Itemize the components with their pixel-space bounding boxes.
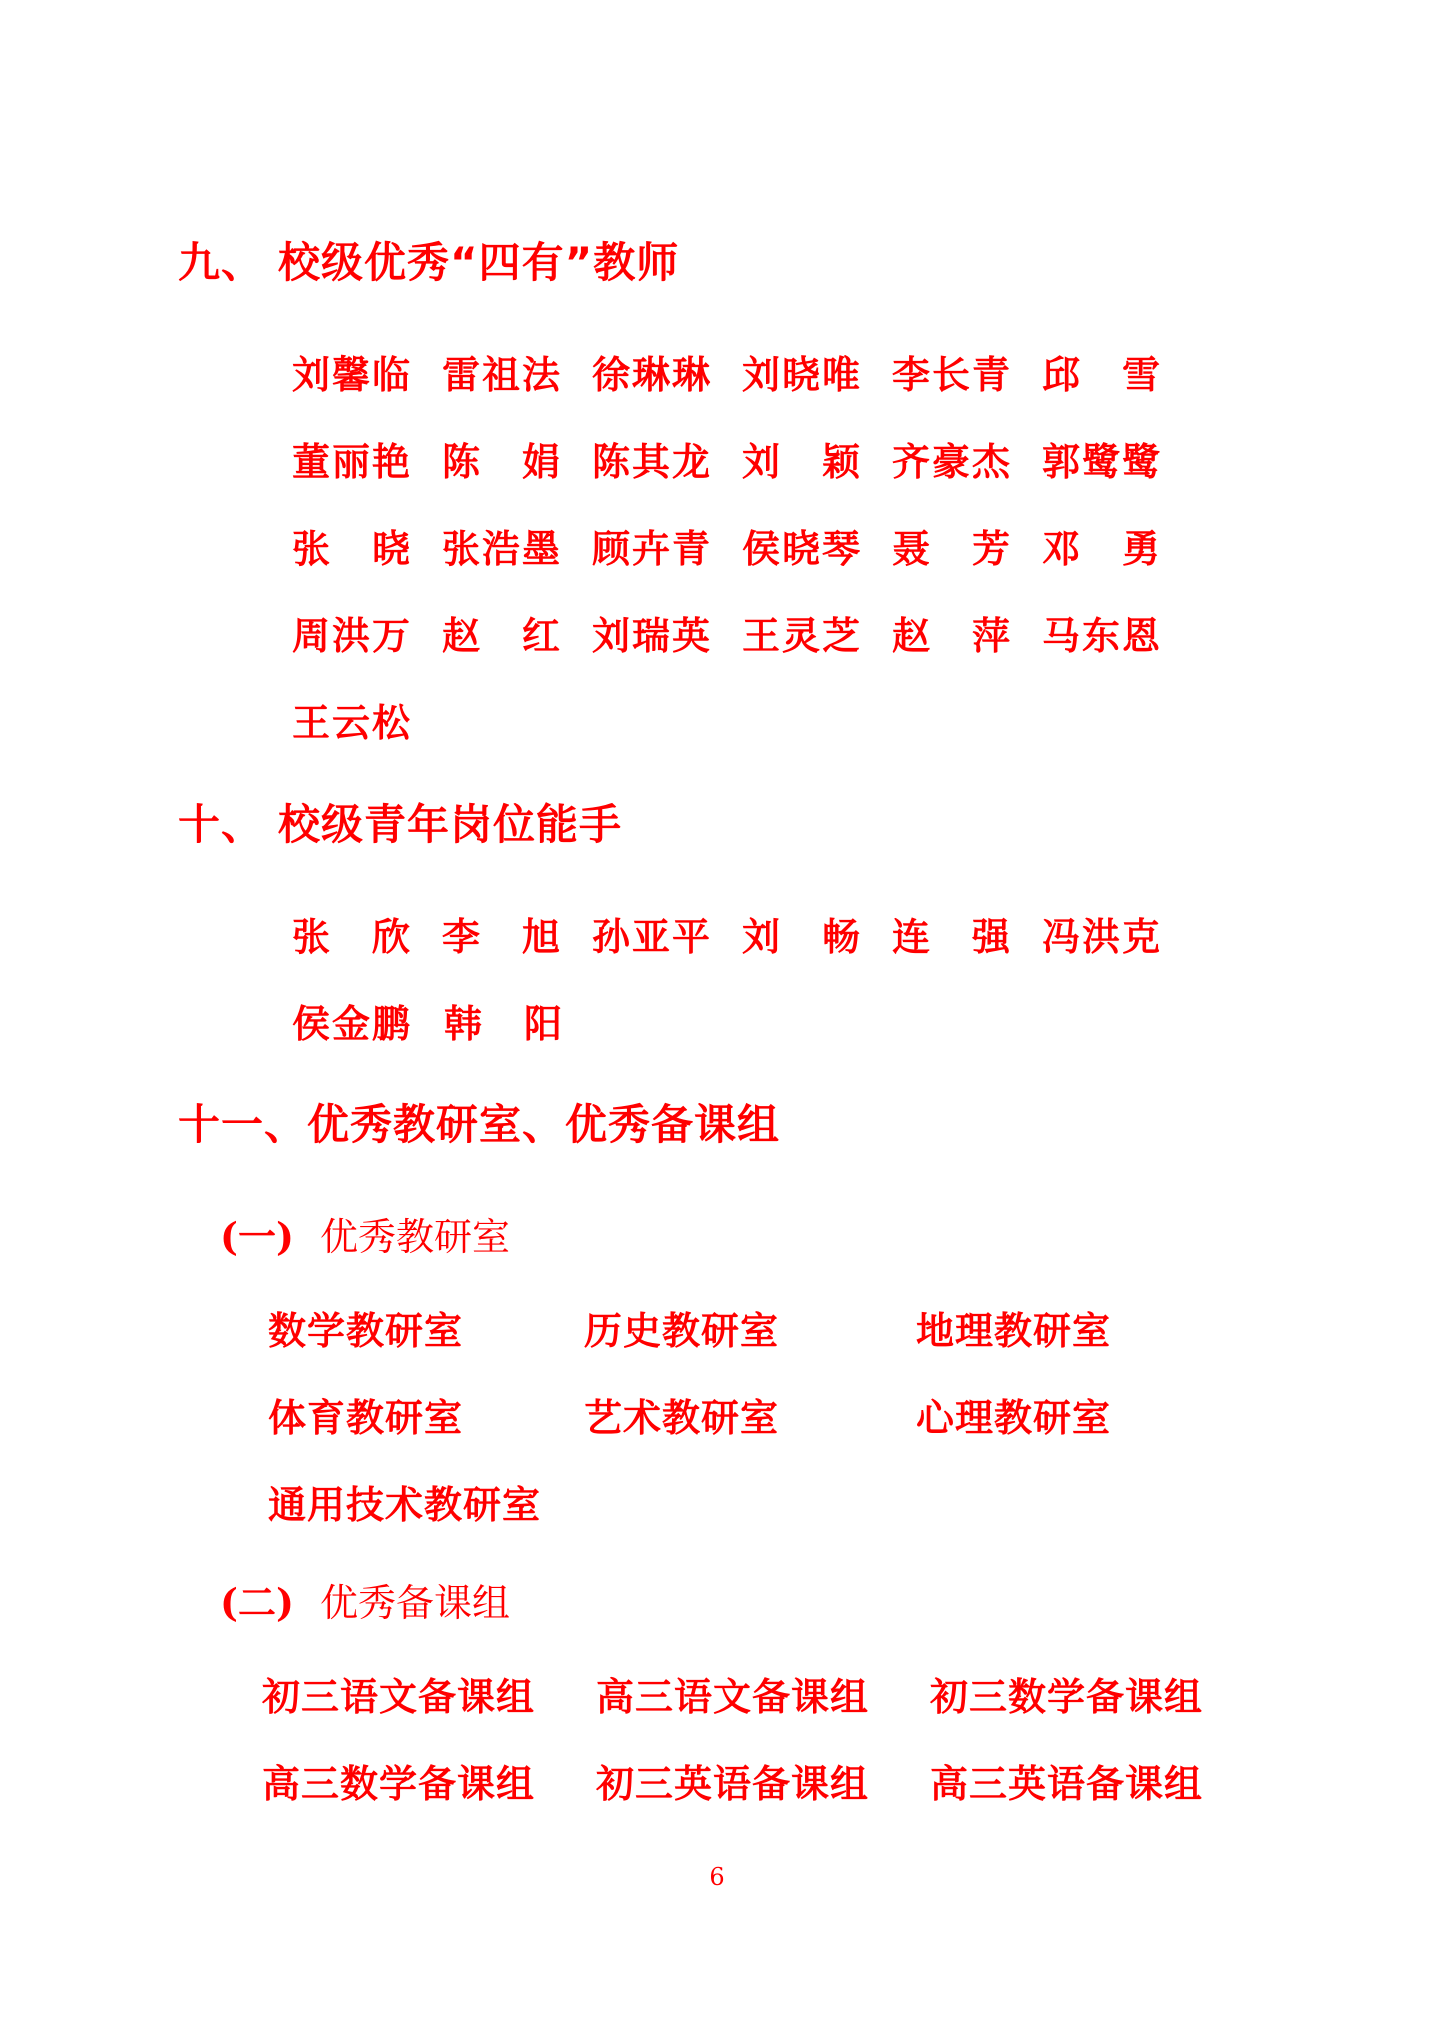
subsection-2-title: 优秀备课组 [320,1581,511,1625]
office-row [268,1393,1111,1480]
name-cell: 韩 阳 [444,1002,565,1046]
subsection-1-number: (一) [220,1214,294,1259]
office-cell: 通用技术教研室 [268,1483,542,1527]
name-cell: 侯晓琴 [742,527,863,571]
name-cell: 马东恩 [1042,614,1163,658]
name-cell: 刘馨临 [292,353,413,397]
section-10-name-list [292,912,1192,1086]
lesson-group-list [262,1672,1203,1846]
name-cell: 冯洪克 [1042,915,1163,959]
name-row [292,524,1192,611]
name-cell: 赵 红 [442,614,563,658]
group-cell: 初三英语备课组 [596,1762,870,1806]
name-row [292,437,1192,524]
section-10-title: 校级青年岗位能手 [278,800,623,849]
group-cell: 初三数学备课组 [930,1675,1204,1719]
name-cell: 顾卉青 [592,527,713,571]
name-cell: 陈 娟 [442,440,563,484]
name-cell: 张 晓 [292,527,413,571]
section-11-title: 优秀教研室、优秀备课组 [307,1100,781,1149]
name-cell: 雷祖法 [442,353,563,397]
name-row [292,698,1192,785]
section-9-name-list [292,350,1192,785]
name-row [292,611,1192,698]
name-cell: 陈其龙 [592,440,713,484]
name-cell: 刘晓唯 [742,353,863,397]
name-cell: 邓 勇 [1042,527,1163,571]
section-11-number: 十一、 [178,1100,308,1149]
group-cell: 高三英语备课组 [930,1762,1204,1806]
name-cell: 董丽艳 [292,440,413,484]
name-cell: 张 欣 [292,915,413,959]
office-cell: 历史教研室 [584,1309,780,1353]
office-cell: 心理教研室 [916,1396,1112,1440]
subsection-1-heading [220,1212,510,1262]
office-row [268,1480,1111,1567]
name-cell: 李 旭 [442,915,563,959]
name-row [292,350,1192,437]
section-10-number: 十、 [178,800,265,849]
page-number: 6 [709,1863,725,1891]
subsection-2-heading [220,1578,510,1628]
office-cell: 体育教研室 [268,1396,464,1440]
name-cell: 刘 颖 [742,440,863,484]
name-cell: 王灵芝 [742,614,863,658]
section-9-number: 九、 [178,238,265,287]
office-cell: 数学教研室 [268,1309,464,1353]
name-cell: 齐豪杰 [892,440,1013,484]
name-cell: 孙亚平 [592,915,713,959]
name-cell: 聂 芳 [892,527,1013,571]
name-cell: 周洪万 [292,614,413,658]
subsection-1-title: 优秀教研室 [320,1215,511,1259]
office-row [268,1306,1111,1393]
group-row [262,1759,1203,1846]
section-9-heading [178,238,679,288]
name-cell: 邱 雪 [1042,353,1163,397]
name-cell: 徐琳琳 [592,353,713,397]
name-cell: 刘 畅 [742,915,863,959]
section-10-heading [178,800,622,850]
group-cell: 高三语文备课组 [596,1675,870,1719]
office-cell: 地理教研室 [916,1309,1112,1353]
group-row [262,1672,1203,1759]
research-office-list [268,1306,1111,1567]
office-cell: 艺术教研室 [584,1396,780,1440]
section-11-heading [178,1100,780,1150]
name-cell: 王云松 [292,701,413,745]
name-cell: 郭鹭鹭 [1042,440,1163,484]
name-row [292,912,1192,999]
name-cell: 连 强 [892,915,1013,959]
name-cell: 侯金鹏 [292,1002,413,1046]
name-row [292,999,1192,1086]
group-cell: 初三语文备课组 [262,1675,536,1719]
section-9-title: 校级优秀“四有”教师 [278,238,680,287]
name-cell: 赵 萍 [892,614,1013,658]
name-cell: 张浩墨 [442,527,563,571]
group-cell: 高三数学备课组 [262,1762,536,1806]
subsection-2-number: (二) [220,1580,294,1625]
name-cell: 李长青 [892,353,1013,397]
name-cell: 刘瑞英 [592,614,713,658]
